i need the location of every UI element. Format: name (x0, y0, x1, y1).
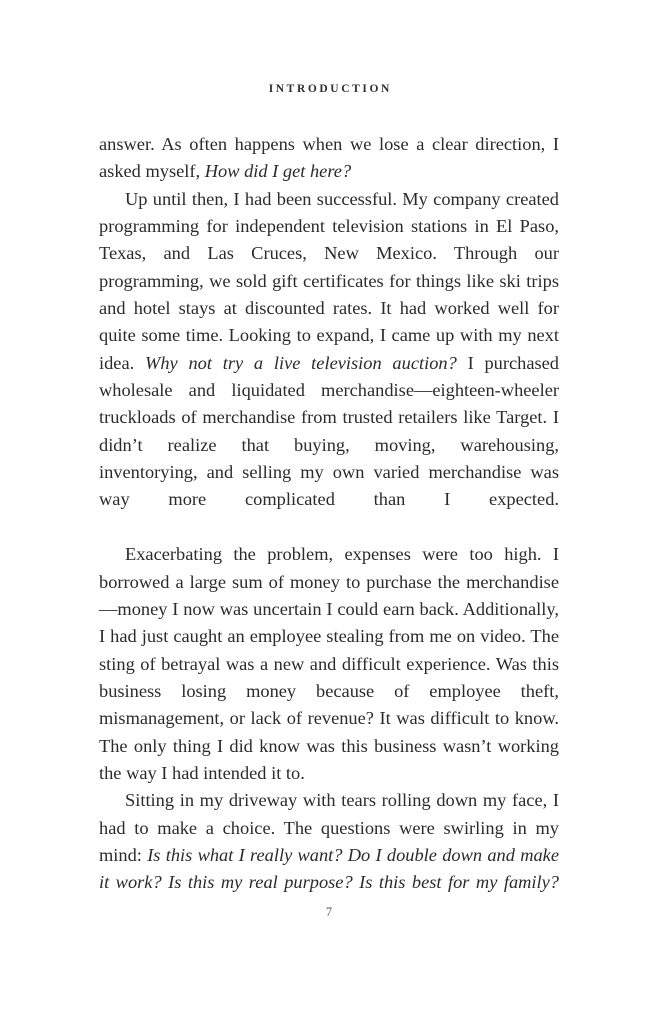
text-run: Up until then, I had been successful. My company created programming for independent television stations in El Paso, Texas, and Las Cruces, New Mexico. Through our programming, we sold gift certificates for things like ski trips and hotel stays at discounted rates. It had worked well for quite some time. Looking to expand, I came up with my next idea. (99, 188, 559, 373)
page-number: 7 (325, 905, 333, 919)
paragraph (99, 541, 559, 787)
running-head: INTRODUCTION (268, 83, 392, 95)
paragraph (99, 186, 559, 541)
text-run: I purchased wholesale and liquidated merchandise—eighteen-wheeler truckloads of merchandise from trusted retailers like Target. I didn’t realize that buying, moving, warehousing, inventorying, and selling my own varied merchandise was way more complicated than I expected. (99, 352, 560, 510)
italic-run: Is this what I really want? Do I double down and make it work? Is this my real purpose? Is this best for my family? (99, 844, 559, 893)
body-text-block (99, 131, 559, 924)
text-run: Exacerbating the problem, expenses were too high. I borrowed a large sum of money to purchase the merchandise—money I now was uncertain I could earn back. Additionally, I had just caught an employee stealing from me on video. The sting of betrayal was a new and difficult experience. Was this business losing money because of employee theft, mismanagement, or lack of revenue? It was difficult to know. The only thing I did know was this business wasn’t working the way I had intended it to. (99, 544, 559, 783)
text-run: answer. As often happens when we lose a clear direction, I asked myself, (99, 134, 559, 182)
italic-run: How did I get here? (204, 161, 352, 182)
paragraph (99, 131, 559, 186)
text-run: Sitting in my driveway with tears rolling down my face, I had to make a choice. The questions were swirling in my mind: (99, 790, 559, 865)
italic-run: Why not try a live television auction? (145, 352, 457, 373)
paragraph (99, 787, 559, 924)
